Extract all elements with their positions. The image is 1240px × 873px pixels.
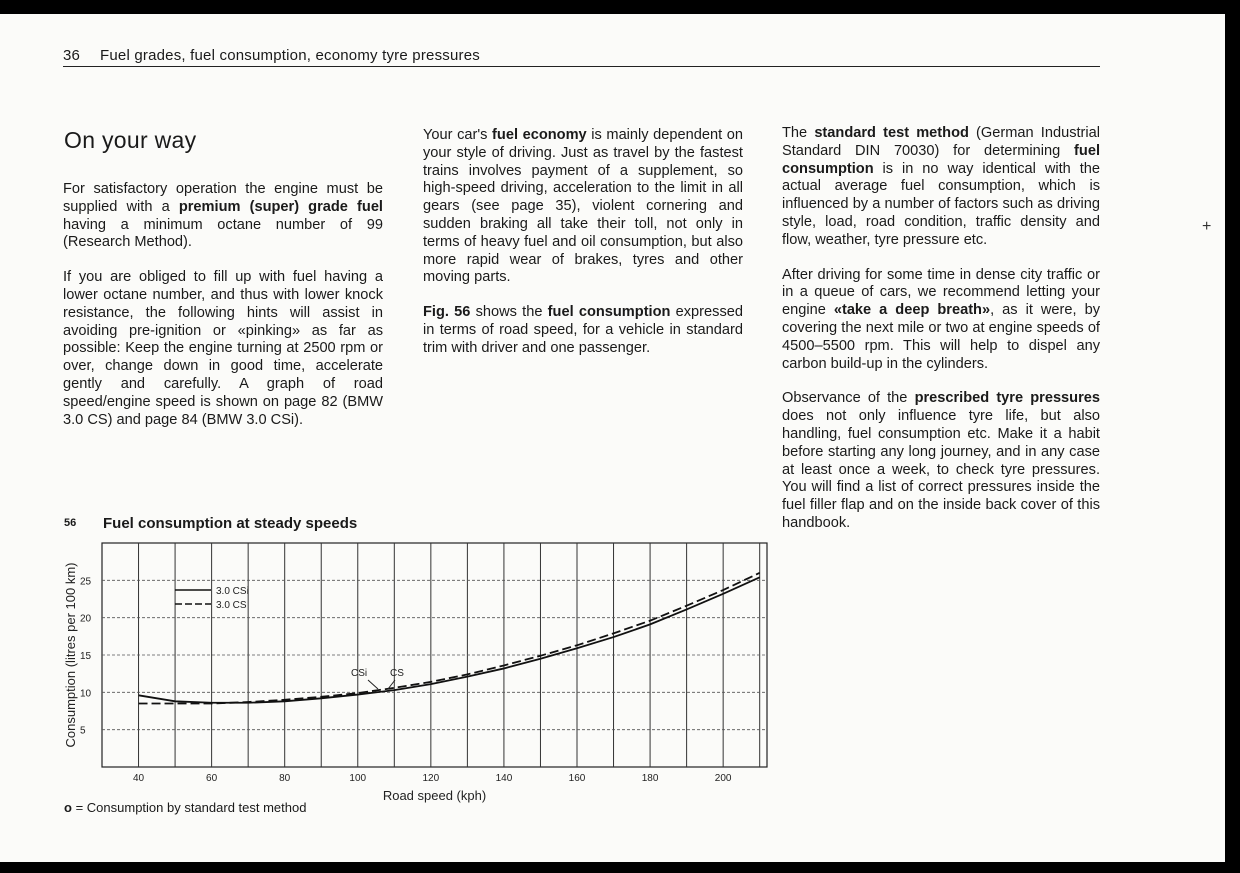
x-tick-label: 180: [641, 773, 659, 784]
x-axis-label: Road speed (kph): [382, 788, 487, 803]
y-tick-label: 25: [80, 576, 92, 588]
point-label-cs: CS: [390, 668, 404, 679]
figure-title: Fuel consumption at steady speeds: [103, 515, 358, 532]
y-tick-label: 20: [80, 613, 92, 625]
figure-footnote: [64, 800, 306, 815]
footnote-symbol: o: [64, 800, 72, 815]
x-tick-label: 120: [422, 773, 440, 784]
margin-mark: +: [1202, 218, 1212, 235]
x-tick-label: 80: [279, 773, 291, 784]
x-tick-label: 200: [714, 773, 732, 784]
paragraph-test-method: The standard test method (German Industrial Standard DIN 70030) for determining fuel consumption is in no way identical with the actual average fuel consumption, which is influenced by a number of factors such as driving style, load, road condition, traffic density and flow, weather, tyre pressure etc.: [782, 125, 1101, 248]
x-tick-label: 40: [132, 773, 145, 784]
paragraph-pinking: If you are obliged to fill up with fuel having a lower octane number, and thus with lower knock resistance, the following hints will assist in avoiding pre-ignition or «pinking» as far as possible: Keep the engine turning at 2500 rpm or over, change down in good time, accelerate gently and carefully. A graph of road speed/engine speed is shown on page 82 (BMW 3.0 CS) and page 84 (BMW 3.0 CSi).: [63, 269, 383, 428]
point-label-csi: CSi: [351, 668, 368, 679]
y-axis-label: Consumption (litres per 100 km): [63, 562, 78, 748]
x-tick-label: 100: [349, 773, 367, 784]
paragraph-octane: For satisfactory operation the engine must be supplied with a premium (super) grade fuel having a minimum octane number of 99 (Research Method).: [63, 181, 383, 251]
x-tick-label: 140: [495, 773, 513, 784]
section-title: On your way: [64, 127, 197, 153]
legend-label: 3.0 CSi: [216, 586, 249, 597]
x-tick-label: 60: [206, 773, 218, 784]
figure-number: 56: [64, 517, 77, 529]
page-number: 36: [63, 47, 81, 64]
paragraph-fuel-economy: Your car's fuel economy is mainly dependent on your style of driving. Just as travel by the fastest trains involves payment of a supplement, so high-speed driving, acceleration to the limit in all gears (see page 35), violent cornering and sudden braking all take their toll, not only in terms of heavy fuel and oil consumption, but also more rapid wear of brakes, tyres and other moving parts.: [423, 127, 743, 286]
paragraph-fig-reference: Fig. 56 shows the fuel consumption expressed in terms of road speed, for a vehicle in standard trim with driver and one passenger.: [423, 304, 743, 356]
y-tick-label: 15: [80, 651, 92, 662]
legend-label: 3.0 CS: [216, 600, 247, 611]
x-tick-label: 160: [568, 773, 586, 784]
point-pointer-csi: [368, 680, 378, 689]
y-tick-label: 5: [80, 725, 86, 737]
header-title: Fuel grades, fuel consumption, economy tyre pressures: [100, 47, 480, 64]
footnote-text: = Consumption by standard test method: [75, 800, 307, 815]
paragraph-deep-breath: After driving for some time in dense city traffic or in a queue of cars, we recommend letting your engine «take a deep breath», as it were, by covering the next mile or two at engine speeds of 4500–5500 rpm. This will help to dispel any carbon build-up in the cylinders.: [782, 266, 1100, 372]
y-tick-label: 10: [80, 688, 92, 700]
paragraph-tyre-pressures: Observance of the prescribed tyre pressures does not only influence tyre life, but also handling, fuel consumption etc. Make it a habit before starting any long journey, and in any case at least once a week, to check tyre pressures. You will find a list of correct pressures inside the fuel filler flap and on the inside back cover of this handbook.: [782, 390, 1100, 531]
